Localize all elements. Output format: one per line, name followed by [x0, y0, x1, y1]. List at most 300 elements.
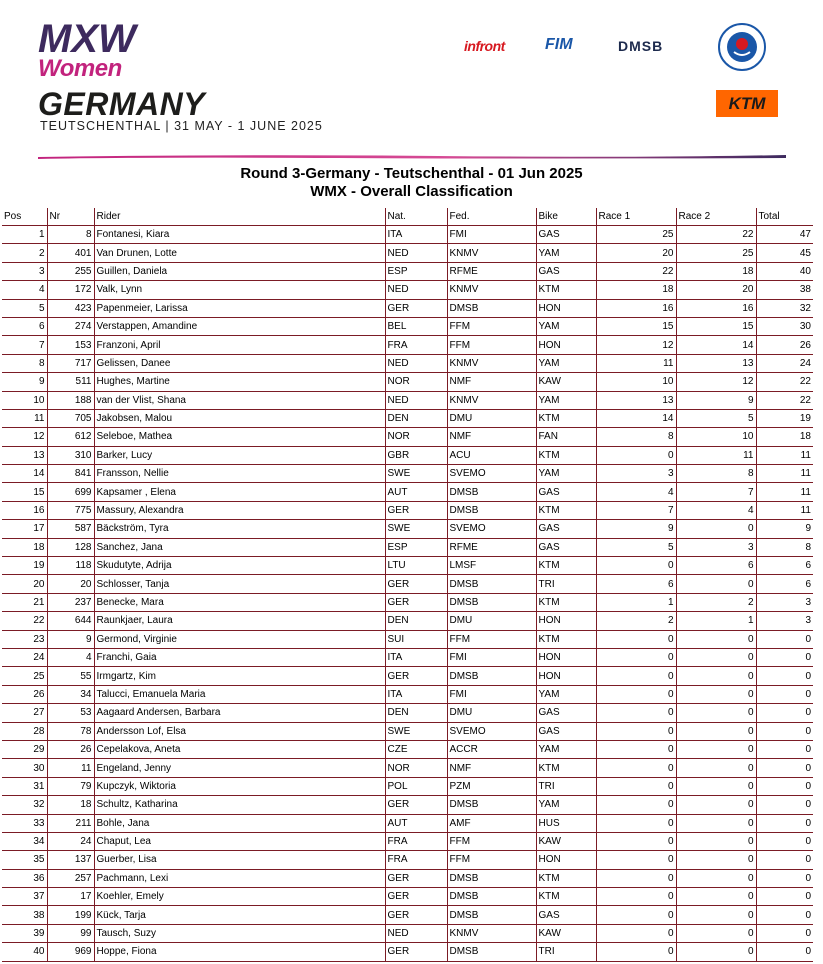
cell-race1: 11: [596, 354, 676, 372]
cell-nr: 199: [47, 906, 94, 924]
cell-nr: 188: [47, 391, 94, 409]
cell-race2: 0: [676, 648, 756, 666]
cell-bike: HON: [536, 612, 596, 630]
cell-race2: 18: [676, 262, 756, 280]
infront-logo: infront: [464, 38, 505, 54]
cell-fed: KNMV: [447, 391, 536, 409]
cell-total: 22: [756, 391, 813, 409]
cell-race2: 15: [676, 317, 756, 335]
cell-fed: DMSB: [447, 906, 536, 924]
cell-race1: 18: [596, 281, 676, 299]
cell-nat: GER: [385, 501, 447, 519]
cell-race1: 0: [596, 924, 676, 942]
col-race2: Race 2: [676, 208, 756, 226]
cell-rider: Seleboe, Mathea: [94, 428, 385, 446]
cell-race1: 0: [596, 796, 676, 814]
cell-bike: YAM: [536, 465, 596, 483]
cell-pos: 34: [2, 832, 47, 850]
cell-pos: 26: [2, 685, 47, 703]
cell-fed: DMSB: [447, 299, 536, 317]
cell-bike: YAM: [536, 317, 596, 335]
cell-nat: NOR: [385, 759, 447, 777]
cell-total: 6: [756, 557, 813, 575]
table-row: [2, 501, 813, 519]
cell-fed: NMF: [447, 759, 536, 777]
cell-race1: 0: [596, 814, 676, 832]
cell-fed: RFME: [447, 538, 536, 556]
cell-rider: Verstappen, Amandine: [94, 317, 385, 335]
cell-race1: 0: [596, 869, 676, 887]
cell-race1: 0: [596, 667, 676, 685]
cell-race1: 5: [596, 538, 676, 556]
table-row: [2, 317, 813, 335]
cell-race2: 2: [676, 593, 756, 611]
cell-race2: 9: [676, 391, 756, 409]
cell-rider: Pachmann, Lexi: [94, 869, 385, 887]
cell-fed: FFM: [447, 832, 536, 850]
cell-rider: Skudutyte, Adrija: [94, 557, 385, 575]
dmsb-logo: DMSB: [618, 38, 664, 54]
cell-rider: Benecke, Mara: [94, 593, 385, 611]
cell-nat: ESP: [385, 262, 447, 280]
cell-fed: AMF: [447, 814, 536, 832]
cell-nat: SWE: [385, 722, 447, 740]
cell-nr: 612: [47, 428, 94, 446]
cell-nat: ITA: [385, 226, 447, 244]
cell-rider: Bäckström, Tyra: [94, 520, 385, 538]
cell-rider: Kapsamer , Elena: [94, 483, 385, 501]
table-row: [2, 465, 813, 483]
cell-bike: YAM: [536, 685, 596, 703]
cell-race1: 0: [596, 704, 676, 722]
cell-fed: LMSF: [447, 557, 536, 575]
cell-race2: 16: [676, 299, 756, 317]
cell-total: 8: [756, 538, 813, 556]
cell-rider: Fransson, Nellie: [94, 465, 385, 483]
cell-race2: 0: [676, 796, 756, 814]
cell-race2: 0: [676, 924, 756, 942]
cell-race1: 0: [596, 648, 676, 666]
women-label: Women: [38, 55, 122, 82]
table-row: [2, 888, 813, 906]
cell-rider: Franchi, Gaia: [94, 648, 385, 666]
cell-nr: 118: [47, 557, 94, 575]
cell-bike: HON: [536, 667, 596, 685]
cell-race2: 0: [676, 722, 756, 740]
cell-fed: DMU: [447, 409, 536, 427]
cell-rider: Gelissen, Danee: [94, 354, 385, 372]
cell-rider: Germond, Virginie: [94, 630, 385, 648]
cell-rider: Raunkjaer, Laura: [94, 612, 385, 630]
cell-nat: NOR: [385, 373, 447, 391]
cell-rider: Schultz, Katharina: [94, 796, 385, 814]
cell-pos: 31: [2, 777, 47, 795]
cell-race2: 0: [676, 704, 756, 722]
cell-fed: DMSB: [447, 796, 536, 814]
cell-rider: Kück, Tarja: [94, 906, 385, 924]
cell-race2: 0: [676, 667, 756, 685]
cell-nat: POL: [385, 777, 447, 795]
cell-bike: KTM: [536, 593, 596, 611]
round-title: Round 3-Germany - Teutschenthal - 01 Jun 2025: [240, 165, 583, 182]
cell-fed: KNMV: [447, 244, 536, 262]
cell-race2: 25: [676, 244, 756, 262]
cell-total: 0: [756, 943, 813, 961]
cell-nat: NED: [385, 281, 447, 299]
cell-rider: Talucci, Emanuela Maria: [94, 685, 385, 703]
country-title: GERMANY: [38, 86, 206, 122]
cell-race2: 0: [676, 832, 756, 850]
cell-rider: Kupczyk, Wiktoria: [94, 777, 385, 795]
cell-fed: DMSB: [447, 501, 536, 519]
cell-bike: GAS: [536, 520, 596, 538]
table-row: [2, 814, 813, 832]
cell-rider: Jakobsen, Malou: [94, 409, 385, 427]
cell-rider: Franzoni, April: [94, 336, 385, 354]
col-pos: Pos: [2, 208, 47, 226]
cell-race2: 0: [676, 906, 756, 924]
cell-race1: 9: [596, 520, 676, 538]
table-row: [2, 832, 813, 850]
cell-fed: DMSB: [447, 943, 536, 961]
table-row: [2, 704, 813, 722]
cell-total: 0: [756, 796, 813, 814]
page-header: [0, 0, 823, 165]
table-row: [2, 667, 813, 685]
cell-pos: 40: [2, 943, 47, 961]
cell-nr: 310: [47, 446, 94, 464]
cell-nat: NED: [385, 924, 447, 942]
cell-total: 0: [756, 740, 813, 758]
table-row: [2, 244, 813, 262]
cell-pos: 18: [2, 538, 47, 556]
cell-race1: 1: [596, 593, 676, 611]
cell-fed: DMU: [447, 704, 536, 722]
cell-pos: 2: [2, 244, 47, 262]
col-fed: Fed.: [447, 208, 536, 226]
cell-nat: GER: [385, 906, 447, 924]
cell-race1: 0: [596, 446, 676, 464]
cell-total: 6: [756, 575, 813, 593]
cell-bike: GAS: [536, 538, 596, 556]
cell-total: 47: [756, 226, 813, 244]
cell-nr: 99: [47, 924, 94, 942]
cell-race2: 0: [676, 869, 756, 887]
cell-bike: HON: [536, 851, 596, 869]
cell-nr: 255: [47, 262, 94, 280]
cell-nr: 705: [47, 409, 94, 427]
cell-total: 11: [756, 501, 813, 519]
cell-nr: 969: [47, 943, 94, 961]
table-row: [2, 299, 813, 317]
cell-race2: 0: [676, 943, 756, 961]
cell-bike: TRI: [536, 575, 596, 593]
cell-pos: 36: [2, 869, 47, 887]
table-row: [2, 796, 813, 814]
cell-race2: 6: [676, 557, 756, 575]
cell-race1: 8: [596, 428, 676, 446]
cell-race2: 0: [676, 814, 756, 832]
cell-bike: KTM: [536, 281, 596, 299]
cell-nr: 34: [47, 685, 94, 703]
cell-fed: DMSB: [447, 888, 536, 906]
cell-race1: 13: [596, 391, 676, 409]
cell-nr: 257: [47, 869, 94, 887]
cell-pos: 28: [2, 722, 47, 740]
cell-bike: KAW: [536, 832, 596, 850]
cell-pos: 30: [2, 759, 47, 777]
cell-rider: Andersson Lof, Elsa: [94, 722, 385, 740]
cell-nat: NED: [385, 391, 447, 409]
table-row: [2, 354, 813, 372]
table-row: [2, 428, 813, 446]
cell-nat: NOR: [385, 428, 447, 446]
cell-race1: 20: [596, 244, 676, 262]
cell-pos: 29: [2, 740, 47, 758]
svg-text:MXW: MXW: [38, 20, 136, 56]
cell-nat: DEN: [385, 612, 447, 630]
cell-pos: 4: [2, 281, 47, 299]
cell-rider: Engeland, Jenny: [94, 759, 385, 777]
cell-race2: 12: [676, 373, 756, 391]
cell-bike: HUS: [536, 814, 596, 832]
cell-race1: 0: [596, 740, 676, 758]
cell-nat: DEN: [385, 704, 447, 722]
table-row: [2, 630, 813, 648]
cell-nat: AUT: [385, 483, 447, 501]
table-row: [2, 612, 813, 630]
cell-race1: 0: [596, 722, 676, 740]
classification-table: [2, 208, 813, 962]
cell-bike: GAS: [536, 906, 596, 924]
cell-rider: van der Vlist, Shana: [94, 391, 385, 409]
cell-rider: Hughes, Martine: [94, 373, 385, 391]
col-rider: Rider: [94, 208, 385, 226]
cell-rider: Guillen, Daniela: [94, 262, 385, 280]
cell-total: 0: [756, 759, 813, 777]
cell-pos: 19: [2, 557, 47, 575]
cell-nat: LTU: [385, 557, 447, 575]
cell-nr: 24: [47, 832, 94, 850]
cell-bike: GAS: [536, 722, 596, 740]
cell-race1: 0: [596, 777, 676, 795]
cell-nr: 644: [47, 612, 94, 630]
cell-nr: 78: [47, 722, 94, 740]
cell-bike: KTM: [536, 888, 596, 906]
cell-nat: GER: [385, 869, 447, 887]
cell-total: 11: [756, 483, 813, 501]
cell-nat: NED: [385, 354, 447, 372]
cell-nat: GER: [385, 667, 447, 685]
cell-nat: FRA: [385, 851, 447, 869]
table-header-row: [2, 208, 813, 226]
cell-race1: 0: [596, 888, 676, 906]
table-row: [2, 924, 813, 942]
cell-bike: YAM: [536, 354, 596, 372]
cell-pos: 33: [2, 814, 47, 832]
cell-total: 32: [756, 299, 813, 317]
cell-race2: 0: [676, 759, 756, 777]
cell-nr: 423: [47, 299, 94, 317]
cell-nr: 11: [47, 759, 94, 777]
cell-total: 0: [756, 648, 813, 666]
cell-rider: Papenmeier, Larissa: [94, 299, 385, 317]
cell-total: 0: [756, 685, 813, 703]
ktm-logo: KTM: [716, 90, 778, 117]
cell-race1: 0: [596, 943, 676, 961]
cell-race2: 10: [676, 428, 756, 446]
cell-nr: 53: [47, 704, 94, 722]
cell-fed: DMSB: [447, 667, 536, 685]
cell-race1: 0: [596, 685, 676, 703]
cell-nat: CZE: [385, 740, 447, 758]
cell-race2: 0: [676, 520, 756, 538]
cell-fed: FMI: [447, 648, 536, 666]
cell-total: 3: [756, 612, 813, 630]
cell-race2: 0: [676, 740, 756, 758]
table-row: [2, 685, 813, 703]
cell-nr: 153: [47, 336, 94, 354]
cell-race2: 11: [676, 446, 756, 464]
cell-total: 19: [756, 409, 813, 427]
table-row: [2, 943, 813, 961]
cell-total: 11: [756, 446, 813, 464]
cell-bike: KTM: [536, 869, 596, 887]
cell-race1: 7: [596, 501, 676, 519]
cell-race2: 8: [676, 465, 756, 483]
cell-pos: 10: [2, 391, 47, 409]
cell-race2: 0: [676, 575, 756, 593]
cell-bike: YAM: [536, 740, 596, 758]
cell-nat: GER: [385, 943, 447, 961]
cell-nr: 775: [47, 501, 94, 519]
cell-bike: TRI: [536, 943, 596, 961]
cell-nr: 55: [47, 667, 94, 685]
cell-nr: 26: [47, 740, 94, 758]
table-row: [2, 538, 813, 556]
col-bike: Bike: [536, 208, 596, 226]
cell-race2: 0: [676, 685, 756, 703]
cell-fed: FFM: [447, 336, 536, 354]
classification-titles: [0, 165, 823, 201]
cell-race1: 16: [596, 299, 676, 317]
cell-nr: 401: [47, 244, 94, 262]
cell-nr: 128: [47, 538, 94, 556]
cell-nat: AUT: [385, 814, 447, 832]
cell-nr: 841: [47, 465, 94, 483]
cell-fed: SVEMO: [447, 520, 536, 538]
cell-pos: 14: [2, 465, 47, 483]
cell-race2: 0: [676, 888, 756, 906]
cell-total: 0: [756, 667, 813, 685]
cell-nr: 8: [47, 226, 94, 244]
cell-rider: Fontanesi, Kiara: [94, 226, 385, 244]
cell-fed: DMSB: [447, 483, 536, 501]
cell-rider: Sanchez, Jana: [94, 538, 385, 556]
col-total: Total: [756, 208, 813, 226]
cell-fed: KNMV: [447, 924, 536, 942]
cell-rider: Chaput, Lea: [94, 832, 385, 850]
cell-pos: 12: [2, 428, 47, 446]
cell-pos: 7: [2, 336, 47, 354]
cell-pos: 3: [2, 262, 47, 280]
col-nr: Nr: [47, 208, 94, 226]
table-row: [2, 281, 813, 299]
cell-rider: Schlosser, Tanja: [94, 575, 385, 593]
cell-pos: 37: [2, 888, 47, 906]
cell-nr: 587: [47, 520, 94, 538]
cell-race1: 6: [596, 575, 676, 593]
cell-nat: GER: [385, 299, 447, 317]
cell-pos: 6: [2, 317, 47, 335]
cell-bike: HON: [536, 299, 596, 317]
cell-pos: 11: [2, 409, 47, 427]
cell-race1: 0: [596, 630, 676, 648]
cell-race1: 0: [596, 906, 676, 924]
cell-total: 3: [756, 593, 813, 611]
cell-total: 30: [756, 317, 813, 335]
cell-pos: 24: [2, 648, 47, 666]
col-nat: Nat.: [385, 208, 447, 226]
cell-total: 45: [756, 244, 813, 262]
cell-nat: ITA: [385, 685, 447, 703]
table-row: [2, 740, 813, 758]
cell-total: 0: [756, 704, 813, 722]
table-row: [2, 648, 813, 666]
cell-fed: FFM: [447, 630, 536, 648]
cell-total: 0: [756, 888, 813, 906]
table-row: [2, 906, 813, 924]
cell-rider: Massury, Alexandra: [94, 501, 385, 519]
cell-fed: ACCR: [447, 740, 536, 758]
cell-total: 18: [756, 428, 813, 446]
cell-total: 22: [756, 373, 813, 391]
cell-rider: Barker, Lucy: [94, 446, 385, 464]
cell-nat: SUI: [385, 630, 447, 648]
cell-fed: FFM: [447, 317, 536, 335]
cell-fed: ACU: [447, 446, 536, 464]
cell-rider: Aagaard Andersen, Barbara: [94, 704, 385, 722]
cell-bike: KTM: [536, 759, 596, 777]
cell-pos: 1: [2, 226, 47, 244]
classification-title: WMX - Overall Classification: [310, 183, 513, 200]
cell-pos: 8: [2, 354, 47, 372]
cell-nat: GER: [385, 575, 447, 593]
cell-total: 24: [756, 354, 813, 372]
cell-bike: YAM: [536, 391, 596, 409]
venue-dates: TEUTSCHENTHAL | 31 MAY - 1 JUNE 2025: [40, 119, 323, 133]
col-race1: Race 1: [596, 208, 676, 226]
cell-rider: Tausch, Suzy: [94, 924, 385, 942]
cell-total: 0: [756, 777, 813, 795]
cell-pos: 32: [2, 796, 47, 814]
cell-bike: KTM: [536, 630, 596, 648]
cell-race2: 20: [676, 281, 756, 299]
cell-race2: 5: [676, 409, 756, 427]
cell-fed: FMI: [447, 226, 536, 244]
table-row: [2, 777, 813, 795]
cell-race2: 22: [676, 226, 756, 244]
cell-nr: 20: [47, 575, 94, 593]
cell-pos: 22: [2, 612, 47, 630]
cell-bike: YAM: [536, 244, 596, 262]
cell-bike: GAS: [536, 704, 596, 722]
cell-fed: NMF: [447, 428, 536, 446]
cell-race1: 12: [596, 336, 676, 354]
table-row: [2, 446, 813, 464]
cell-pos: 9: [2, 373, 47, 391]
cell-fed: KNMV: [447, 281, 536, 299]
